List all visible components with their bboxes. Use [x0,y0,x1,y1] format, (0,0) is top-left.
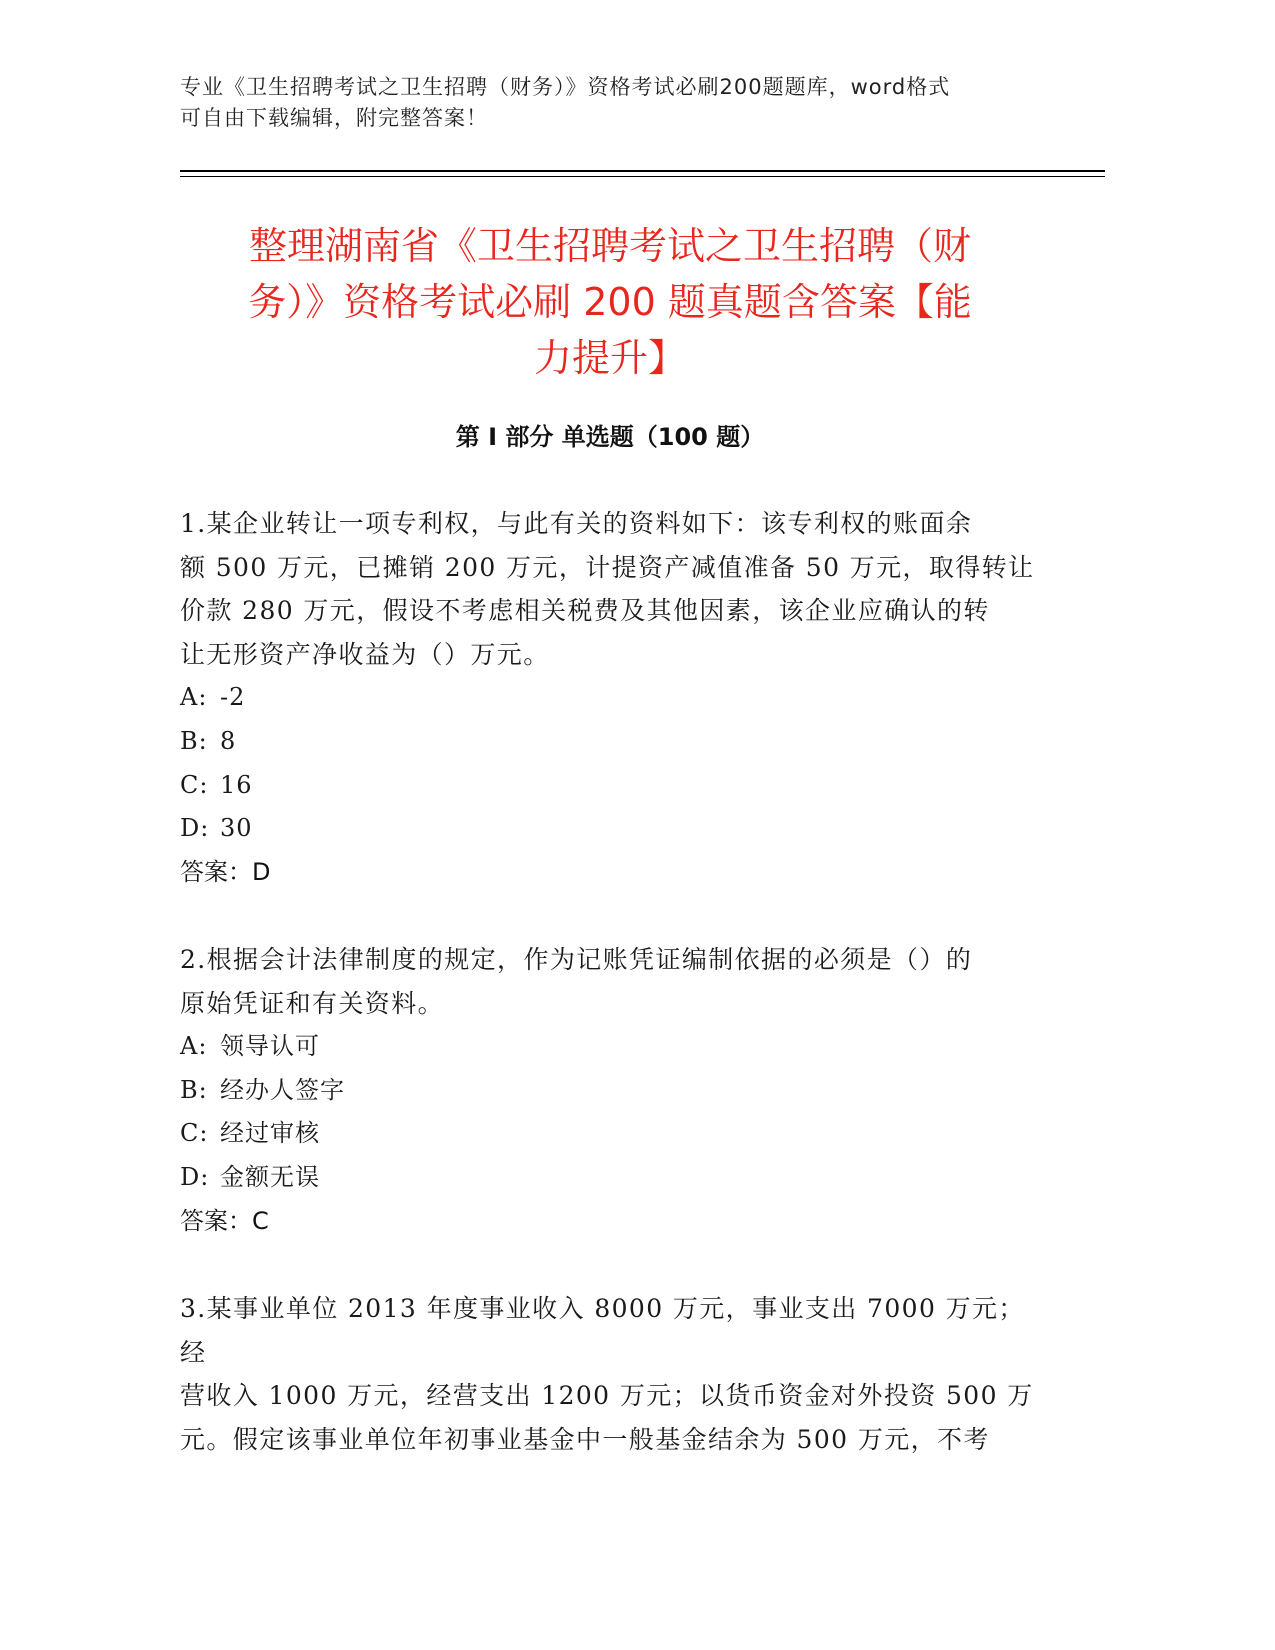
document-title-line-3: 力提升】 [533,336,686,380]
option-key: C: [180,770,209,799]
question-1-option-d [180,807,1040,851]
document-title-line-2: 务）》资格考试必刷 200 题真题含答案【能 [248,280,972,324]
header-note [180,72,1060,134]
option-key: B: [180,1075,208,1104]
question-1-answer: 答案：D [180,857,271,886]
option-text: 30 [220,814,253,843]
option-text: -2 [220,683,246,712]
option-key: D: [180,1162,210,1191]
question-3-stem-line-1: 3.某事业单位 2013 年度事业收入 8000 万元，事业支出 7000 万元；经 [180,1294,1025,1367]
option-key: A: [180,1032,208,1061]
question-1 [180,502,1040,894]
question-2-option-a [180,1025,1040,1069]
section-heading: 第 I 部分 单选题（100 题） [455,423,765,451]
question-3-stem-line-2: 营收入 1000 万元，经营支出 1200 万元；以货币资金对外投资 500 万 [180,1381,1034,1411]
question-2-option-b [180,1069,1040,1113]
document-title-line-1: 整理湖南省《卫生招聘考试之卫生招聘（财 [248,224,971,268]
option-key: D: [180,814,210,843]
question-3-stem-line-3: 元。假定该事业单位年初事业基金中一般基金结余为 500 万元，不考 [180,1424,990,1454]
option-text: 领导认可 [220,1032,320,1061]
question-2-stem-line-2: 原始凭证和有关资料。 [180,988,445,1018]
question-1-option-b [180,720,1040,764]
question-3 [180,1287,1040,1461]
header-note-line-2: 可自由下载编辑，附完整答案！ [180,106,488,130]
option-text: 金额无误 [220,1162,320,1191]
question-1-option-c [180,764,1040,808]
question-2-stem-line-1: 2.根据会计法律制度的规定，作为记账凭证编制依据的必须是（）的 [180,945,973,974]
question-1-stem-line-3: 价款 280 万元，假设不考虑相关税费及其他因素，该企业应确认的转 [180,596,990,626]
option-key: A: [180,683,208,712]
option-key: C: [180,1119,209,1148]
option-key: B: [180,726,208,755]
question-1-stem-line-1: 1.某企业转让一项专利权，与此有关的资料如下：该专利权的账面余 [180,509,973,538]
header-divider-thick [180,170,1105,172]
option-text: 16 [220,770,253,799]
document-title [180,218,1040,386]
question-2-option-c [180,1112,1040,1156]
option-text: 经过审核 [220,1119,320,1148]
header-divider-thin [180,176,1105,177]
question-1-stem-line-4: 让无形资产净收益为（）万元。 [180,639,550,669]
option-text: 经办人签字 [220,1075,345,1104]
question-3-stem [180,1287,1040,1461]
question-2-option-d [180,1156,1040,1200]
option-text: 8 [220,726,237,755]
question-1-stem [180,502,1040,676]
header-note-line-1: 专业《卫生招聘考试之卫生招聘（财务）》资格考试必刷200题题库，word格式 [180,75,951,99]
question-1-option-a [180,676,1040,720]
question-2 [180,938,1040,1243]
question-2-answer: 答案：C [180,1206,269,1235]
question-2-stem [180,938,1040,1025]
question-1-stem-line-2: 额 500 万元，已摊销 200 万元，计提资产减值准备 50 万元，取得转让 [180,552,1035,582]
